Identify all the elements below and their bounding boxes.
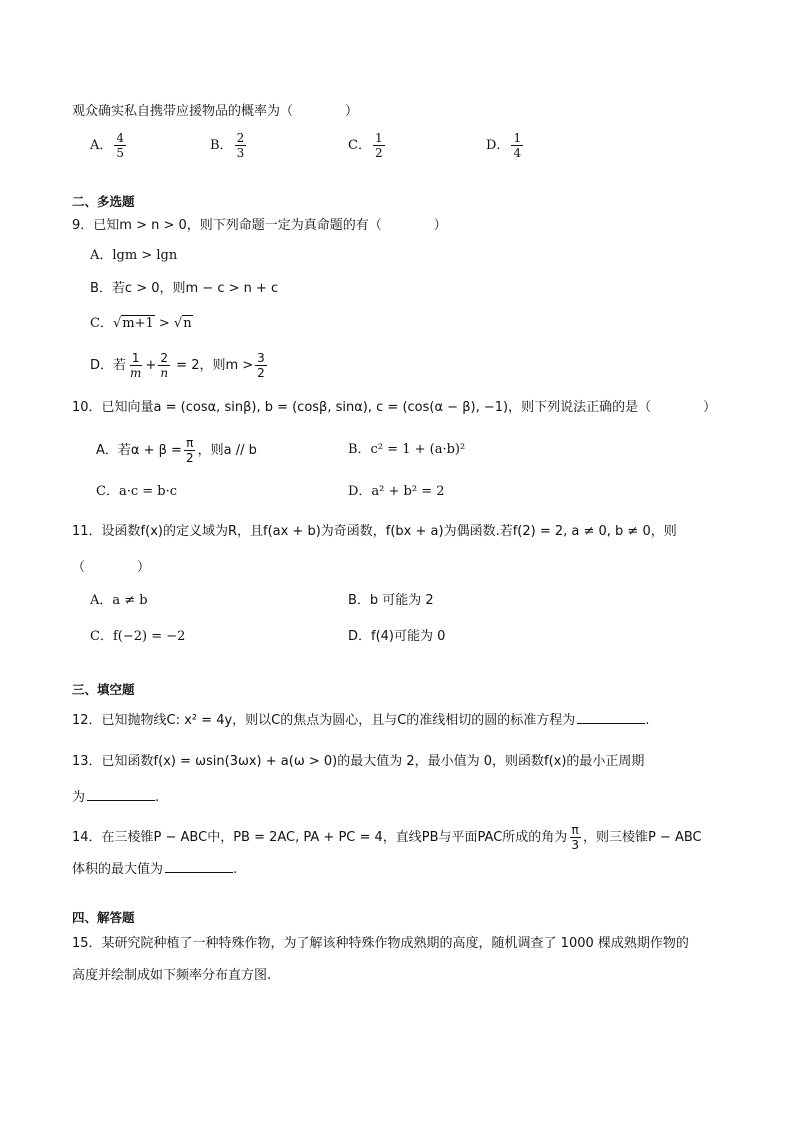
fraction: $\frac{1}{4}$ [513, 131, 522, 160]
fraction: $\frac{2}{3}$ [236, 131, 245, 160]
fraction: $\frac{1}{2}$ [374, 131, 383, 160]
fraction: $\frac{4}{5}$ [116, 131, 125, 160]
q11-paren: （ ） [72, 560, 151, 575]
q13-stem: 13．已知函数f(x) = ωsin(3ωx) + a(ω > 0)的最大值为 2，最小值为 0，则函数f(x)的最小正周期 [72, 754, 645, 769]
section-heading: 二、多选题 [72, 194, 135, 209]
q13-line2: 为 . [72, 790, 160, 805]
q9-option-d: D．若 $\frac{1}{m}$ + $\frac{2}{n}$ = 2，则m > $\frac{3}{2}$ [90, 351, 265, 380]
q12-stem: 12．已知抛物线C: x² = 4y，则以C的焦点为圆心，且与C的准线相切的圆的标准方程为 . [72, 713, 650, 728]
fraction: $\frac{3}{2}$ [257, 351, 265, 380]
q9-stem: 9．已知m > n > 0，则下列命题一定为真命题的有（ ） [72, 218, 447, 233]
fraction: $\frac{\pi}{3}$ [571, 823, 579, 852]
q8-option-d: D． $\frac{1}{4}$ [486, 131, 522, 160]
q11-option-a: A．a ≠ b [90, 593, 148, 608]
q8-option-a: A． $\frac{4}{5}$ [90, 131, 125, 160]
q15-line1: 15．某研究院种植了一种特殊作物，为了解该种特殊作物成熟期的高度，随机调查了 1000 棵成熟期作物的 [72, 936, 689, 951]
q10-option-c: C．a·c = b·c [96, 484, 178, 499]
q9-option-a: A．lgm > lgn [90, 248, 178, 263]
q15-line2: 高度并绘制成如下频率分布直方图. [72, 968, 272, 983]
fraction: $\frac{1}{m}$ [130, 351, 142, 380]
q10-option-b: B．c² = 1 + (a·b)² [348, 442, 466, 457]
section-heading: 三、填空题 [72, 682, 135, 697]
answer-blank [87, 788, 155, 801]
answer-blank [577, 711, 645, 724]
q10-option-d: D．a² + b² = 2 [348, 484, 445, 499]
section-heading: 四、解答题 [72, 910, 135, 925]
answer-blank [165, 860, 233, 873]
q11-stem: 11．设函数f(x)的定义域为R，且f(ax + b)为奇函数，f(bx + a)为偶函数.若f(2) = 2, a ≠ 0, b ≠ 0，则 [72, 524, 677, 539]
q9-option-c: C．√m+1 > √n [90, 316, 192, 331]
q11-option-c: C．f(−2) = −2 [90, 629, 186, 644]
q8-option-b: B． $\frac{2}{3}$ [210, 131, 245, 160]
q14-stem: 14．在三棱锥P − ABC中，PB = 2AC, PA + PC = 4，直线PB与平面PAC所成的角为 $\frac{\pi}{3}$ ，则三棱锥P − ABC [72, 823, 702, 852]
q10-stem: 10．已知向量a = (cosα, sinβ), b = (cosβ, sinα), c = (cos(α − β), −1)，则下列说法正确的是（ ） [72, 400, 717, 415]
q9-option-b: B．若c > 0，则m − c > n + c [90, 281, 279, 296]
q8-option-c: C． $\frac{1}{2}$ [348, 131, 383, 160]
q11-option-b: B．b 可能为 2 [348, 593, 434, 608]
q14-line2: 体积的最大值为 . [72, 862, 238, 877]
q8-stem: 观众确实私自携带应援物品的概率为（ ） [72, 104, 359, 119]
q10-option-a: A．若α + β = $\frac{\pi}{2}$ ，则a // b [96, 436, 257, 465]
q11-option-d: D．f(4)可能为 0 [348, 629, 446, 644]
fraction: $\frac{2}{n}$ [160, 351, 169, 380]
fraction: $\frac{\pi}{2}$ [185, 436, 194, 465]
